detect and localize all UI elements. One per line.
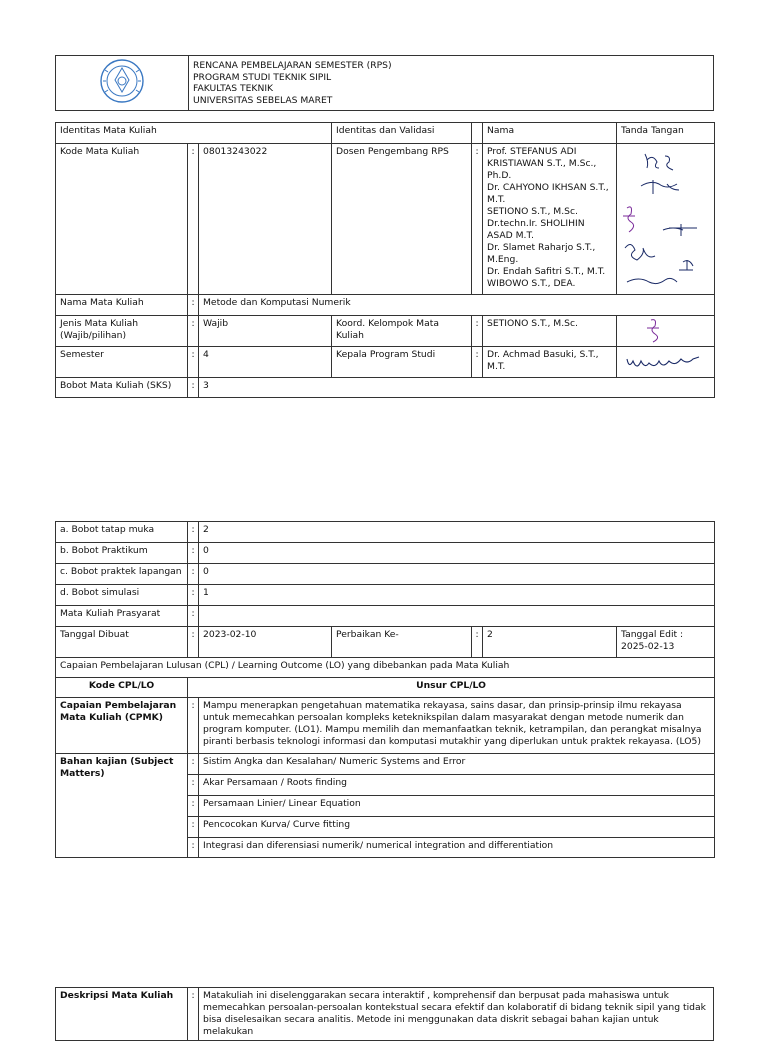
kaprodi-signature-image [617,347,713,377]
bahan-item: Pencocokan Kurva/ Curve fitting [199,817,715,838]
kaprodi-label: Kepala Program Studi [332,347,472,378]
nama-label: Nama Mata Kuliah [56,295,188,316]
colon: : [472,627,483,658]
jenis-label: Jenis Mata Kuliah (Wajib/pilihan) [56,316,188,347]
colon: : [188,627,199,658]
bahan-kajian-label: Bahan kajian (Subject Matters) [56,754,188,858]
weights-table [55,521,715,858]
kaprodi-name: Dr. Achmad Basuki, S.T., M.T. [483,347,617,378]
bahan-item: Persamaan Linier/ Linear Equation [199,796,715,817]
bahan-item: Sistim Angka dan Kesalahan/ Numeric Systems and Error [199,754,715,775]
kaprodi-signature-cell [617,347,715,378]
prasyarat-value [199,606,715,627]
nama-value: Metode dan Komputasi Numerik [199,295,715,316]
bobot-praktikum-label: b. Bobot Praktikum [56,543,188,564]
identity-head-tandatangan: Tanda Tangan [617,123,715,144]
sks-label: Bobot Mata Kuliah (SKS) [56,378,188,398]
colon: : [188,295,199,316]
colon: : [472,316,483,347]
colon: : [188,606,199,627]
koord-name: SETIONO S.T., M.Sc. [483,316,617,347]
cpmk-label: Capaian Pembelajaran Mata Kuliah (CPMK) [56,698,188,754]
bobot-simulasi-label: d. Bobot simulasi [56,585,188,606]
colon: : [188,817,199,838]
bobot-tatap-muka-label: a. Bobot tatap muka [56,522,188,543]
bobot-praktikum-value: 0 [199,543,715,564]
colon: : [188,543,199,564]
signatures-image [617,144,713,294]
colon: : [188,522,199,543]
prasyarat-label: Mata Kuliah Prasyarat [56,606,188,627]
identity-head-nama: Nama [483,123,617,144]
colon: : [188,796,199,817]
tanggal-dibuat-label: Tanggal Dibuat [56,627,188,658]
colon: : [472,144,483,295]
bahan-item: Akar Persamaan / Roots finding [199,775,715,796]
koord-label: Koord. Kelompok Mata Kuliah [332,316,472,347]
tanggal-edit: Tanggal Edit : 2025-02-13 [617,627,715,658]
dosen-names: Prof. STEFANUS ADI KRISTIAWAN S.T., M.Sc., Ph.D. Dr. CAHYONO IKHSAN S.T., M.T. SETIONO S.T., M.Sc. Dr.techn.Ir. SHOLIHIN ASAD M.T. Dr. Slamet Raharjo S.T., M.Eng. Dr. Endah Safitri S.T., M.T. WIBOWO S.T., DEA. [483,144,617,295]
bahan-item: Integrasi dan diferensiasi numerik/ numerical integration and differentiation [199,838,715,858]
colon: : [188,988,199,1041]
deskripsi-label: Deskripsi Mata Kuliah [56,988,188,1041]
logo-cell [56,56,189,111]
semester-label: Semester [56,347,188,378]
colon: : [188,698,199,754]
header-line-rps: RENCANA PEMBELAJARAN SEMESTER (RPS) [193,60,392,71]
header-line-fakultas: FAKULTAS TEKNIK [193,83,274,94]
university-logo-icon [95,56,149,106]
perbaikan-value: 2 [483,627,617,658]
sks-value: 3 [199,378,715,398]
header-line-universitas: UNIVERSITAS SEBELAS MARET [193,94,333,106]
identity-table [55,122,715,398]
colon: : [188,754,199,775]
cpmk-text: Mampu menerapkan pengetahuan matematika rekayasa, sains dasar, dan prinsip-prinsip ilmu rekayasa untuk memecahkan persoalan kompleks keteknikspilan dalam masyarakat dengan metode numerik dan program komputer. (LO1). Mampu memilih dan memanfaatkan teknik, ketrampilan, dan perangkat misalnya piranti berbasis teknologi informasi dan komputasi mutakhir yang diperlukan untuk praktek rekayasa. (LO5) [199,698,715,754]
perbaikan-label: Perbaikan Ke- [332,627,472,658]
col-kode-cpl: Kode CPL/LO [56,678,188,698]
deskripsi-text: Matakuliah ini diselenggarakan secara interaktif , komprehensif dan berpusat pada mahasiswa untuk memecahkan persoalan-persoalan kontekstual secara efektif dan kolaboratif di bidang teknik sipil yang tidak bisa diselesaikan secara analitis. Metode ini menggunakan data diskrit sebagai bahan kajian untuk melakukan [199,988,714,1041]
colon: : [188,316,199,347]
cpl-section-title: Capaian Pembelajaran Lulusan (CPL) / Learning Outcome (LO) yang dibebankan pada Mata Kuliah [56,658,715,678]
identity-head-matakuliah: Identitas Mata Kuliah [56,123,332,144]
kode-label: Kode Mata Kuliah [56,144,188,295]
semester-value: 4 [199,347,332,378]
koord-signature-cell [617,316,715,347]
colon: : [472,347,483,378]
deskripsi-table [55,987,714,1041]
colon: : [188,378,199,398]
tanggal-dibuat-value: 2023-02-10 [199,627,332,658]
header-line-prodi: PROGRAM STUDI TEKNIK SIPIL [193,71,332,83]
identity-head-validasi: Identitas dan Validasi [332,123,472,144]
bobot-praktek-value: 0 [199,564,715,585]
bobot-tatap-muka-value: 2 [199,522,715,543]
colon: : [188,585,199,606]
colon: : [188,775,199,796]
colon: : [188,144,199,295]
header-title-block [189,56,714,111]
bobot-simulasi-value: 1 [199,585,715,606]
dosen-pengembang-label: Dosen Pengembang RPS [332,144,472,295]
col-unsur-cpl: Unsur CPL/LO [188,678,715,698]
colon: : [188,564,199,585]
bobot-praktek-label: c. Bobot praktek lapangan [56,564,188,585]
jenis-value: Wajib [199,316,332,347]
kode-value: 08013243022 [199,144,332,295]
signatures-cell [617,144,715,295]
header-table [55,55,714,111]
colon: : [188,347,199,378]
colon: : [188,838,199,858]
koord-signature-image [617,316,713,346]
